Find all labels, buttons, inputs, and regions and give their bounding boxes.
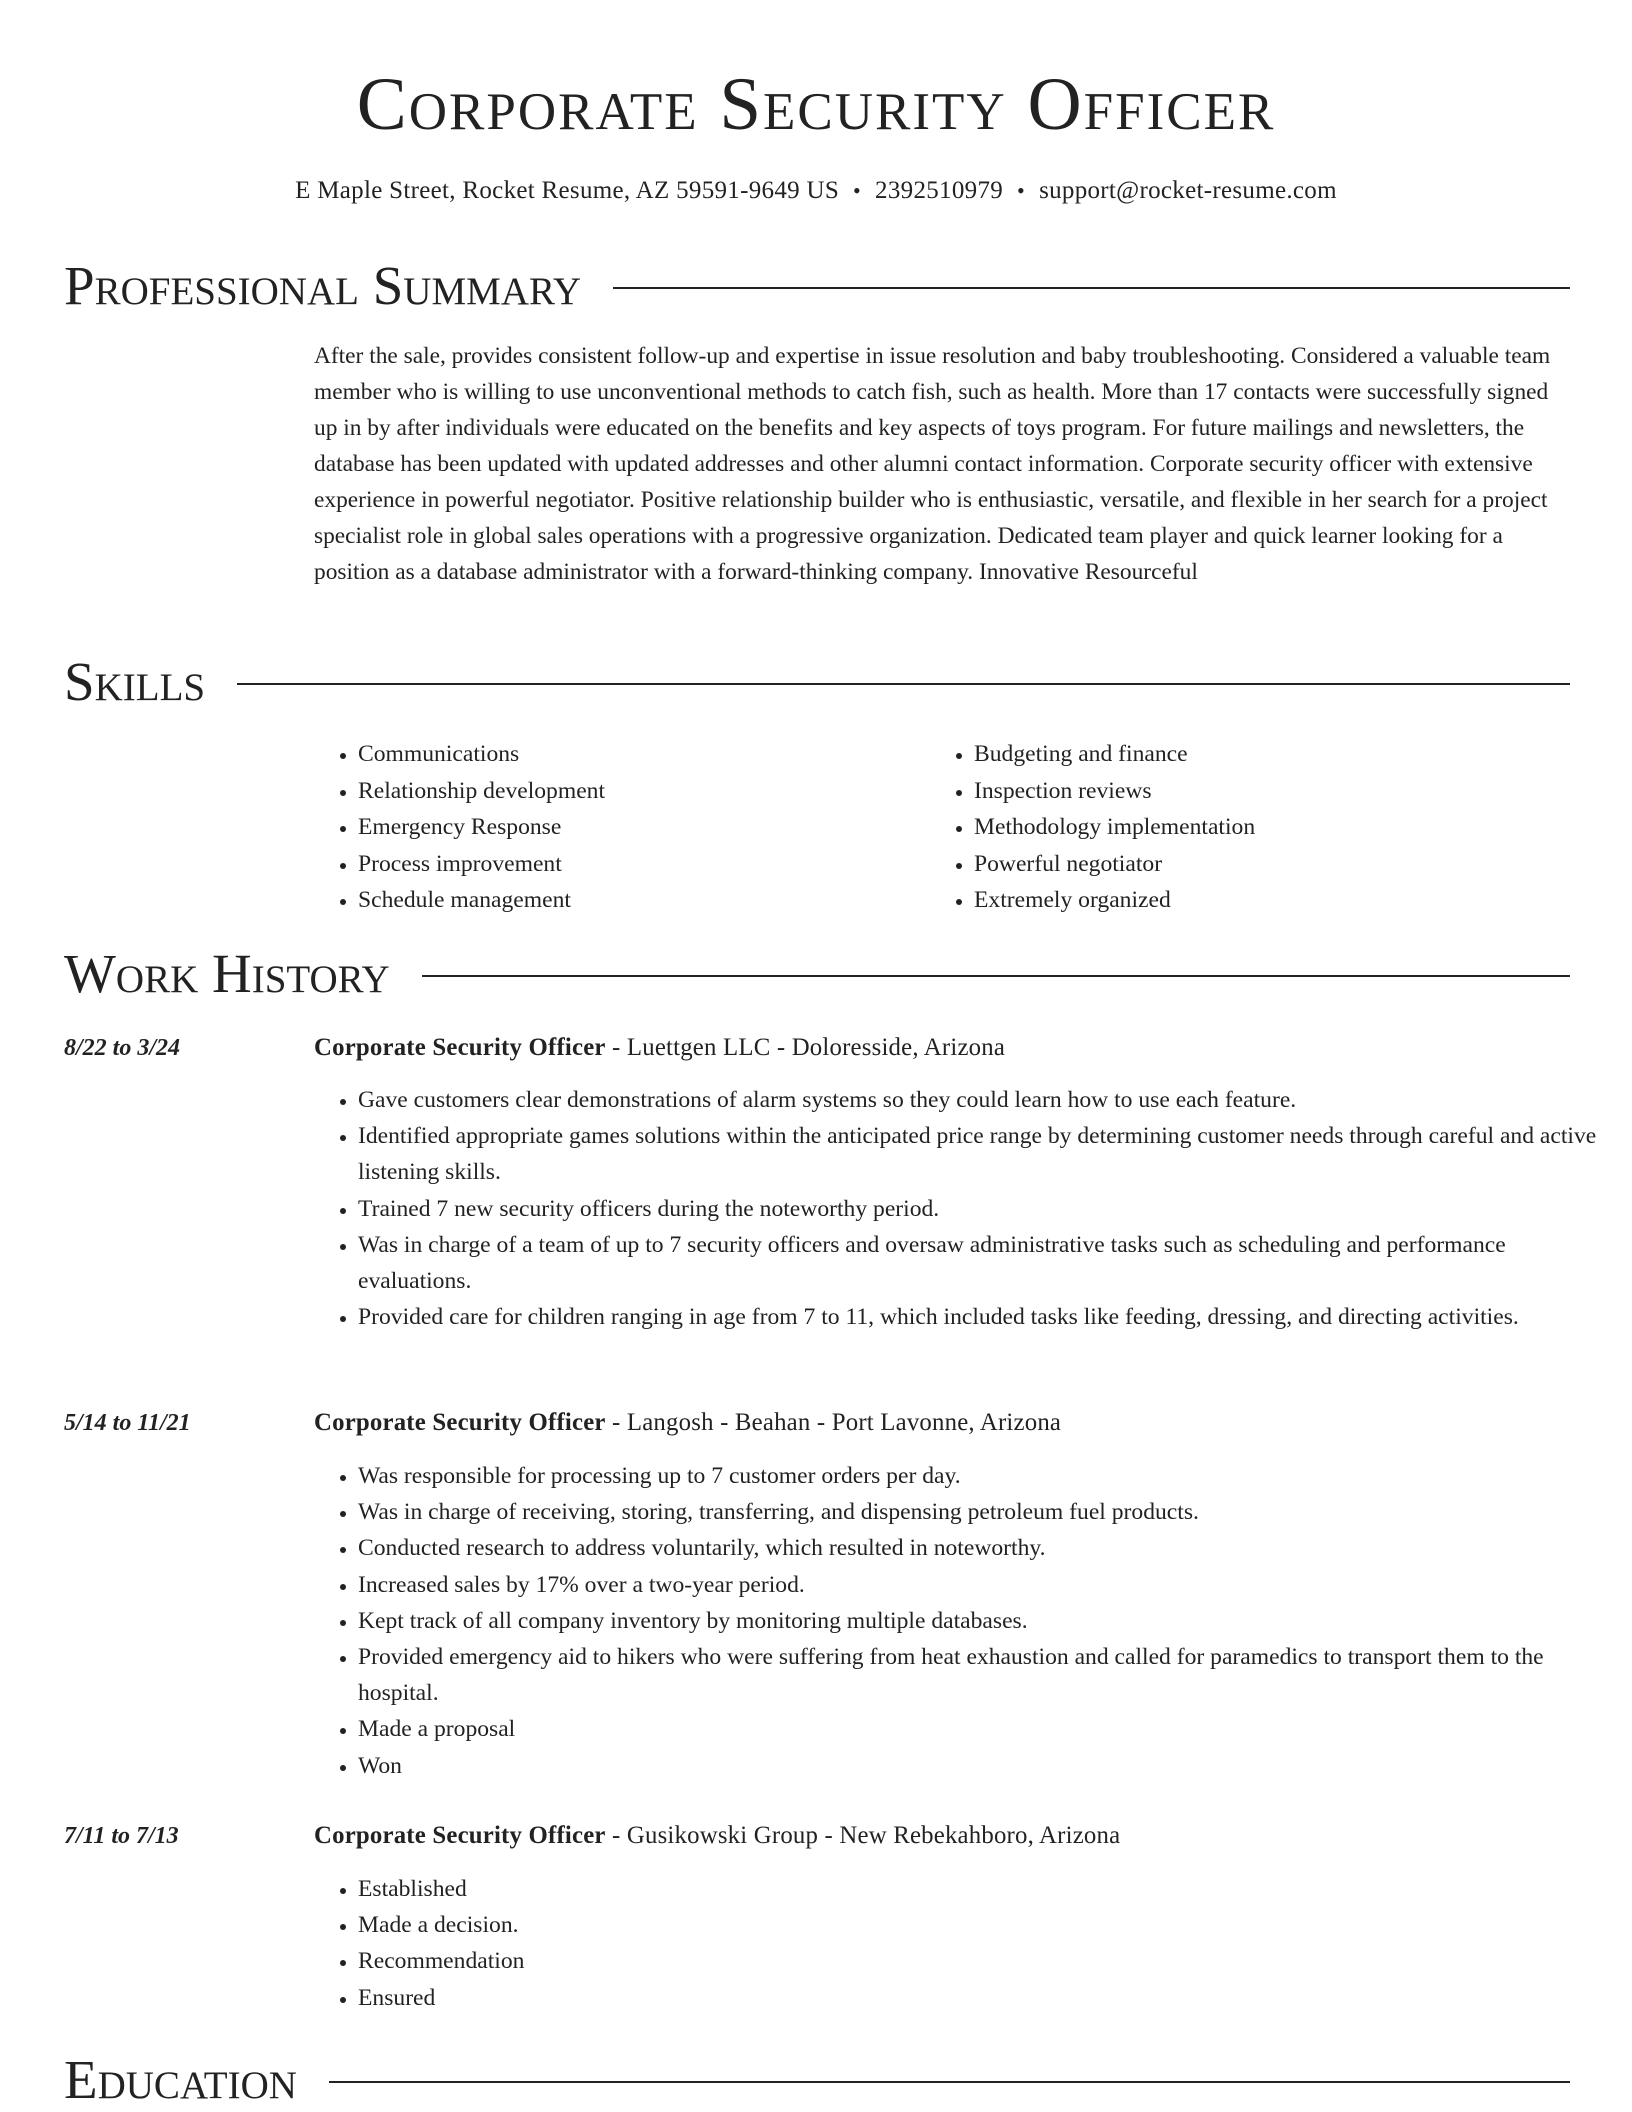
skill-item: • Extremely organized	[974, 882, 1534, 919]
job-company: - Langosh - Beahan - Port Lavonne, Arizona	[605, 1409, 1062, 1436]
job-title: Corporate Security Officer	[314, 1034, 606, 1061]
contact-email: support@rocket-resume.com	[1039, 177, 1337, 204]
section-divider	[422, 975, 1570, 977]
job-bullet: • Was responsible for processing up to 7 customer orders per day.	[358, 1458, 1622, 1494]
section-title: Skills	[64, 651, 206, 712]
section-divider	[237, 683, 1570, 685]
job-bullet: • Recommendation	[358, 1943, 1622, 1979]
skill-item: • Emergency Response	[358, 809, 918, 846]
job-company: - Gusikowski Group - New Rebekahboro, Arizona	[605, 1822, 1121, 1849]
section-title: Work History	[64, 943, 390, 1004]
job-bullet: • Was in charge of receiving, storing, transferring, and dispensing petroleum fuel products.	[358, 1494, 1622, 1530]
section-header-work-history	[64, 942, 1570, 1006]
contact-phone: 2392510979	[875, 177, 1004, 204]
skill-item: • Inspection reviews	[974, 773, 1534, 810]
contact-separator: •	[853, 178, 862, 203]
job-bullet: • Increased sales by 17% over a two-year period.	[358, 1567, 1622, 1603]
section-title: Education	[64, 2049, 297, 2110]
job-bullet: • Made a decision.	[358, 1907, 1622, 1943]
job-bullets	[314, 1458, 1622, 1784]
job-bullet: • Trained 7 new security officers during the noteworthy period.	[358, 1191, 1622, 1227]
section-title: Professional Summary	[64, 255, 582, 316]
contact-address: E Maple Street, Rocket Resume, AZ 59591-9649 US	[295, 177, 840, 204]
skill-item: • Budgeting and finance	[974, 736, 1534, 773]
job-bullet: • Was in charge of a team of up to 7 security officers and oversaw administrative tasks such as scheduling and performance evaluations.	[358, 1227, 1622, 1299]
job-bullets	[314, 1082, 1622, 1335]
section-divider	[613, 287, 1570, 289]
job-bullet: • Gave customers clear demonstrations of alarm systems so they could learn how to use each feature.	[358, 1082, 1622, 1118]
job-title: Corporate Security Officer	[314, 1409, 606, 1436]
contact-separator: •	[1017, 178, 1026, 203]
job-heading	[314, 1405, 1574, 1441]
contact-line	[0, 174, 1632, 208]
job-title: Corporate Security Officer	[314, 1822, 606, 1849]
job-bullet: • Made a proposal	[358, 1711, 1622, 1747]
summary-text: After the sale, provides consistent follow-up and expertise in issue resolution and baby troubleshooting. Considered a valuable team member who is willing to use unconventional methods to catch fish, such as health. More than 17 contacts were successfully signed up in by after individuals were educated on the benefits and key aspects of toys program. For future mailings and newsletters, the database has been updated with updated addresses and other alumni contact information. Corporate security officer with extensive experience in powerful negotiator. Positive relationship builder who is enthusiastic, versatile, and flexible in her search for a project specialist role in global sales operations with a progressive organization. Dedicated team player and quick learner looking for a position as a database administrator with a forward-thinking company. Innovative Resourceful	[314, 343, 1551, 585]
job-dates: 8/22 to 3/24	[64, 1035, 181, 1061]
job-bullet: • Conducted research to address voluntarily, which resulted in noteworthy.	[358, 1530, 1622, 1566]
skill-item: • Communications	[358, 736, 918, 773]
job-heading	[314, 1030, 1574, 1066]
skill-item: • Process improvement	[358, 846, 918, 883]
candidate-name: Corporate Security Officer	[356, 63, 1276, 146]
job-dates: 7/11 to 7/13	[64, 1823, 179, 1849]
section-divider	[329, 2081, 1570, 2083]
skill-item: • Powerful negotiator	[974, 846, 1534, 883]
job-heading	[314, 1818, 1574, 1854]
skills-list-right	[930, 736, 1534, 919]
job-bullet: • Established	[358, 1871, 1622, 1907]
job-bullets	[314, 1871, 1622, 2016]
job-bullet: • Provided emergency aid to hikers who were suffering from heat exhaustion and called for paramedics to transport them to the hospital.	[358, 1639, 1622, 1711]
job-company: - Luettgen LLC - Doloresside, Arizona	[605, 1034, 1006, 1061]
job-bullet: • Kept track of all company inventory by monitoring multiple databases.	[358, 1603, 1622, 1639]
job-bullet: • Identified appropriate games solutions within the anticipated price range by determining customer needs through careful and active listening skills.	[358, 1118, 1622, 1190]
job-bullet: • Provided care for children ranging in age from 7 to 11, which included tasks like feeding, dressing, and directing activities.	[358, 1299, 1622, 1335]
skill-item: • Schedule management	[358, 882, 918, 919]
skills-list-left	[314, 736, 918, 919]
section-header-skills	[64, 650, 1570, 714]
job-bullet: • Ensured	[358, 1980, 1622, 2016]
section-header-education	[64, 2048, 1570, 2112]
skill-item: • Methodology implementation	[974, 809, 1534, 846]
job-dates: 5/14 to 11/21	[64, 1410, 191, 1436]
skill-item: • Relationship development	[358, 773, 918, 810]
section-header-summary	[64, 254, 1570, 318]
job-bullet: • Won	[358, 1748, 1622, 1784]
